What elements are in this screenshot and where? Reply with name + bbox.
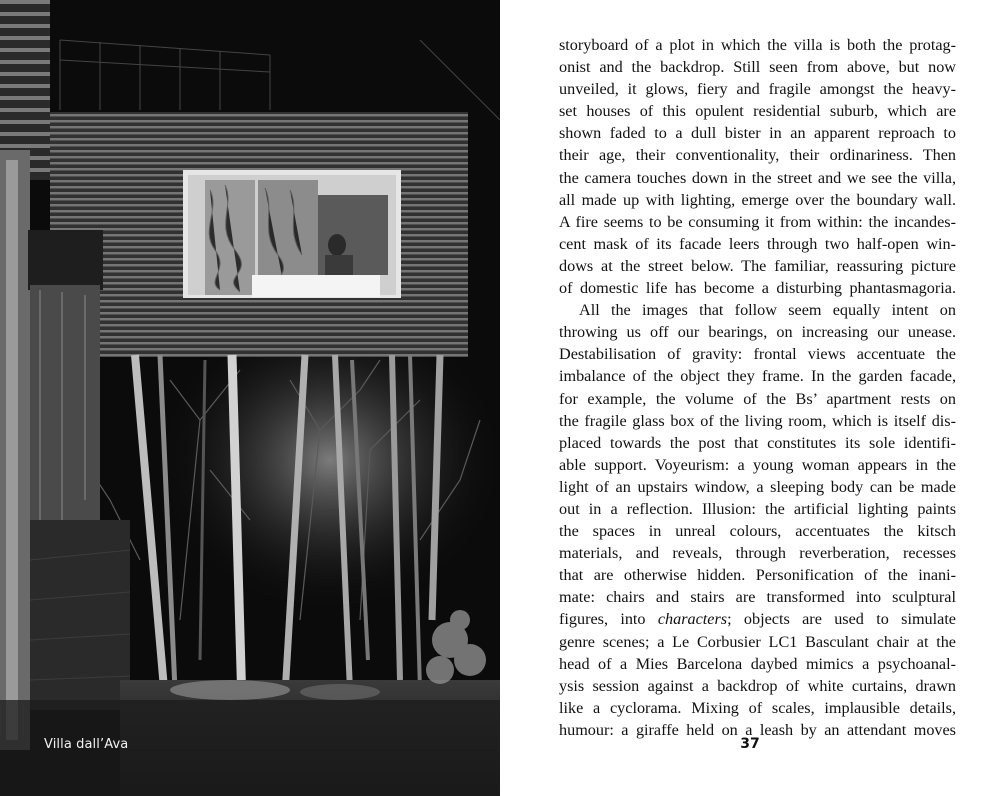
text-line: of domestic life has become a disturbing phantasmagoria. [559, 279, 956, 298]
text-line: set houses of this opulent residential suburb, which are [559, 102, 956, 121]
paragraph-1 [559, 34, 956, 299]
text-line: light of an upstairs window, a sleeping body can be made [559, 477, 956, 496]
body-text [559, 34, 956, 741]
photo-caption: Villa dall’Ava [44, 737, 129, 752]
paragraph-2 [559, 299, 956, 741]
page-number: 37 [740, 736, 760, 752]
text-line: figures, into characters; objects are used to simulate [559, 610, 956, 629]
emphasis: characters [657, 610, 728, 629]
text-line: genre scenes; a Le Corbusier LC1 Basculant chair at the [559, 632, 956, 651]
text-line: ysis session against a backdrop of white curtains, drawn [559, 676, 956, 695]
text-line: the spaces in unreal colours, accentuates the kitsch [559, 522, 956, 541]
text-line: shown faded to a dull bister in an apparent reproach to [559, 124, 956, 143]
text-line: Destabilisation of gravity: frontal views accentuate the [559, 345, 956, 364]
text-line: materials, and reveals, through reverberation, recesses [559, 544, 956, 563]
text-line: dows at the street below. The familiar, reassuring picture [559, 256, 956, 275]
text-line: throwing us off our bearings, on increasing our unease. [559, 323, 956, 342]
text-line: the camera touches down in the street and we see the villa, [559, 168, 956, 187]
text-line: storyboard of a plot in which the villa is both the protag- [559, 36, 956, 54]
text-line: their age, their conventionality, their ordinariness. Then [559, 146, 956, 165]
text-line: cent mask of its facade leers through two half-open win- [559, 234, 956, 253]
text-line: mate: chairs and stairs are transformed into sculptural [559, 588, 956, 607]
text-line: head of a Mies Barcelona daybed mimics a psychoanal- [559, 654, 956, 673]
text-line: the fragile glass box of the living room, which is itself dis- [559, 411, 956, 430]
text-line: onist and the backdrop. Still seen from above, but now [559, 58, 956, 77]
text-line: like a cyclorama. Mixing of scales, implausible details, [559, 698, 956, 717]
text-line: that are otherwise hidden. Personification of the inani- [559, 566, 956, 585]
text-line: all made up with lighting, emerge over the boundary wall. [559, 190, 956, 209]
text-line: able support. Voyeurism: a young woman appears in the [559, 455, 956, 474]
text-line: out in a reflection. Illusion: the artificial lighting paints [559, 499, 956, 518]
text-line: unveiled, it glows, fiery and fragile amongst the heavy- [559, 80, 956, 99]
text-line: imbalance of the object they frame. In the garden facade, [559, 367, 956, 386]
text-line: for example, the volume of the Bs’ apartment rests on [559, 389, 956, 408]
text-page [500, 0, 1000, 796]
text-line: placed towards the post that constitutes its sole identifi- [559, 433, 956, 452]
text-line: All the images that follow seem equally intent on [579, 301, 956, 320]
text-line: A fire seems to be consuming it from within: the incandes- [559, 212, 956, 231]
text-line: humour: a giraffe held on a leash by an attendant moves [559, 720, 956, 739]
